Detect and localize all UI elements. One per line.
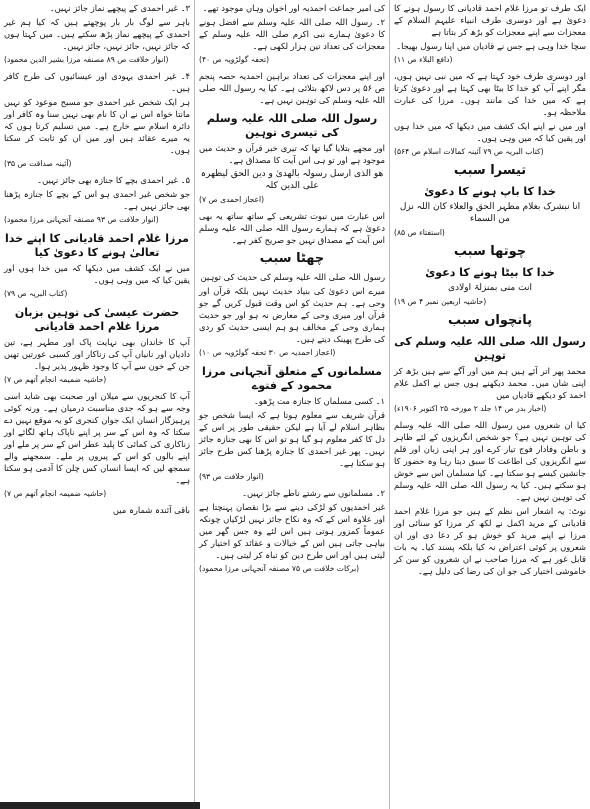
paragraph: ۵۔ غیر احمدی بچے کا جنازہ بھی جائز نہیں۔ (37, 175, 190, 185)
paragraph: ایک طرف تو مرزا غلام احمد قادیانی کا رسول ہونے کا دعویٰ ہے اور دوسری طرف انبیاء علیہم السلام کے معجزات سے اپنے معجزات کو بڑھ کر بتاتا ہے (394, 3, 586, 37)
quote: میں نے ایک کشف میں دیکھا کہ میں خدا ہوں اور یقین کیا کہ میں وہی ہوں۔ (4, 263, 190, 285)
column-left (0, 0, 194, 809)
quote: ہر ایک شخص غیر احمدی جو مسیح موعود کو نہیں مانتا خواہ اس نے ان کا نام بھی نہیں سنا وہ کافر اور دائرہ اسلام سے خارج ہے۔ میں تسلیم کرتا ہوں کہ یہ میرے عقائد ہیں اور میں ان کو ثابت کر سکتا ہوں۔ (4, 97, 190, 155)
citation: (استفتاء ص ۸۵) (394, 228, 445, 237)
citation: (آئینہ صداقت ص ۳۵) (4, 159, 72, 168)
quote: سچا خدا وہی ہے جس نے قادیان میں اپنا رسول بھیجا۔ (396, 41, 586, 51)
citation: (برکات خلافت ص ۷۵ مصنفہ آنجہانی مرزا محمود) (199, 564, 360, 573)
paragraph: ۳۔ غیر احمدی کے پیچھے نماز جائز نہیں۔ (49, 3, 190, 13)
section-subheading: رسول اللہ صلی اللہ علیہ وسلم کی توہین (394, 335, 586, 362)
quote: جو شخص غیر احمدی ہو اس کے بچے کا جنازہ پڑھنا بھی جائز نہیں ہے۔ (4, 189, 190, 211)
section-heading: مرزا غلام احمد قادیانی کا اپنے خدا تعالیٰ ہونے کا دعویٰ کیا (4, 232, 189, 259)
paragraph: کی امیر جماعت احمدیہ اور اخوان وہاں موجود تھے۔ (202, 3, 385, 13)
quote: باہر سے لوگ بار بار پوچھتے ہیں کہ کیا ہم غیر احمدی کے پیچھے نماز پڑھ سکتے ہیں۔ میں کہتا ہوں کہ جائز نہیں، جائز نہیں، جائز نہیں۔ (4, 17, 190, 51)
citation: (انوار خلافت ص ۹۳) (199, 472, 264, 481)
quote: آپ کا کنجریوں سے میلان اور صحبت بھی شاید اسی وجہ سے ہو کہ جدی مناسبت درمیان ہے۔ ورنہ کوئی پرہیزگار انسان ایک جوان کنجری کو یہ موقع نہیں دے سکتا کہ وہ اس کے سر پر اپنے ناپاک ہاتھ لگائے اور زناکاری کی کمائی کا پلید عطر اس کے سر پر ملے اور اپنے بالوں کو اس کے پیروں پر ملے۔ سمجھنے والے سمجھ لیں کہ ایسا انسان کس چلن کا آدمی ہو سکتا ہے۔ (4, 391, 190, 485)
citation: (اعجاز احمدیہ ص ۳۰ تحفہ گولڑویہ ص ۱۰) (199, 348, 336, 357)
note: نوٹ: یہ اشعار اس نظم کے ہیں جو مرزا غلام احمد قادیانی کے مرید اکمل نے لکھ کر مرزا کو سنائی اور مرزا نے اپنے مرید کو خوش ہو کر دعا دی اور ان شعروں پر کوئی اعتراض نہ کیا بلکہ پسند کیا۔ یہ بات قابل غور ہے کہ مرزا صاحب نے ان شعروں کو سن کر خاموشی اختیار کی جو ان کی رضا کی دلیل ہے۔ (394, 506, 586, 576)
section-heading: حضرت عیسیٰ کی توہین بزبان مرزا غلام احمد قادیانی (14, 306, 180, 333)
citation: (انوار خلافت ص ۹۳ مصنفہ آنجہانی مرزا محمود) (4, 215, 159, 224)
section-heading: پانچواں سبب (447, 313, 533, 328)
arabic-text: ھو الذی ارسل رسولہ بالھدیٰ و دین الحق لیظھرہ علی الدین کلہ (200, 169, 384, 191)
paragraph: اس عبارت میں نبوت تشریعی کے ساتھ ساتھ یہ بھی دعویٰ ہے کہ ہمارے رسول اللہ صلی اللہ علیہ وسلم اس آیت کے مصداق نہیں جو صریح کفر ہے۔ (199, 211, 385, 245)
section-heading: رسول اللہ صلی اللہ علیہ وسلم کی تیسری توہین (206, 112, 378, 139)
paragraph: کیا ان شعروں میں رسول اللہ صلی اللہ علیہ وسلم کی توہین نہیں ہے؟ جو شخص انگریزوں کے لئے ظاہر و باطن وفادار فوج تیار کرے اور ہر اپنی زبان اور قلم سے انگریزوں کی اطاعت کا سبق دیتا رہا وہ حضور کا جانشین کیسے ہو سکتا ہے۔ کیا مسلمان اس سے خوش ہو سکتے ہیں۔ کیا یہ رسول اللہ صلی اللہ علیہ وسلم کی توہین نہیں ہے۔ (394, 420, 586, 502)
paragraph: ۱۔ کسی مسلمان کا جنازہ مت پڑھو۔ (253, 396, 385, 406)
column-middle (194, 0, 390, 809)
citation: (دافع البلاء ص ۱۱) (394, 55, 453, 64)
citation: (حاشیہ اربعین نمبر ۴ ص ۱۹) (394, 297, 487, 306)
paragraph: اور مجھے بتلایا گیا تھا کہ تیری خبر قرآن و حدیث میں موجود ہے اور تو ہی اس آیت کا مصداق ہے۔ (199, 143, 385, 165)
footer-banner (0, 802, 200, 809)
paragraph: اور دوسری طرف خود کہتا ہے کہ میں نبی نہیں ہوں، مگر اپنے آپ کو خدا کا بیٹا بھی کہتا ہے اور دعویٰ کرتا ہے کہ میں خدا کی مانند ہوں۔ مرزا کی عبارت ملاحظہ ہو۔ (394, 71, 586, 117)
poem: محمد پھر اتر آئے ہیں ہم میں اور آگے سے ہیں بڑھ کر اپنی شان میں۔ محمد دیکھنے ہوں جس نے اکمل غلام احمد کو دیکھے قادیاں میں (394, 366, 586, 400)
citation: (حاشیہ ضمیمہ انجام آتھم ص ۷) (4, 489, 107, 498)
citation: (حاشیہ ضمیمہ انجام آتھم ص ۷) (4, 375, 107, 384)
citation: (اعجاز احمدی ص ۷) (199, 195, 265, 204)
citation: (انوار خلافت ص ۸۹ مصنفہ مرزا بشیر الدین محمود) (4, 55, 169, 64)
section-heading: چھٹا سبب (259, 251, 325, 266)
citation: (کتاب البریہ ص ۷۹ آئینہ کمالات اسلام ص ۵۶۴) (394, 147, 544, 156)
citation: (تحفہ گولڑویہ ص ۴۰) (199, 55, 270, 64)
citation: (اخبار بدر ص ۱۴ جلد ۲ مورخہ ۲۵ اکتوبر ۱۹۰۶ء) (394, 404, 547, 413)
column-right (390, 0, 590, 809)
arabic-text: انا نبشرک بغلام مظہر الحق والعلاء کان اللہ نزل من السماء (399, 202, 581, 224)
section-subheading: خدا کا بیٹا ہونے کا دعویٰ (425, 266, 555, 279)
paragraph: اور اپنے معجزات کی تعداد براہین احمدیہ حصہ پنجم ص ۵۶ پر دس لاکھ بتلائی ہے۔ کیا یہ رسول اللہ صلی اللہ علیہ وسلم کی توہین نہیں ہے۔ (199, 71, 386, 105)
continued-note: باقی آئندہ شمارہ میں (112, 505, 190, 515)
quote: آپ کا خاندان بھی نہایت پاک اور مطہر ہے، تین دادیاں اور نانیاں آپ کی زناکار اور کسبی عورتیں تھیں جن کے خون سے آپ کا وجود ظہور پذیر ہوا۔ (4, 337, 190, 371)
paragraph: رسول اللہ صلی اللہ علیہ وسلم کی حدیث کی توہین (200, 272, 385, 282)
section-subheading: خدا کا باپ ہونے کا دعویٰ (424, 185, 556, 198)
section-heading: مسلمانوں کے متعلق آنجہانی مرزا محمود کے فتوے (202, 365, 382, 392)
paragraph: ۲۔ مسلمانوں سے رشتے ناطے جائز نہیں۔ (242, 488, 385, 498)
quote: غیر احمدیوں کو لڑکی دینے سے بڑا نقصان پہنچتا ہے اور علاوہ اس کے کہ وہ نکاح جائز نہیں لڑکیاں چونکہ عموماً کمزور ہوتی ہیں اس لئے وہ جس گھر میں بیاہی جاتی ہیں اس کے خیالات و عقائد کو اختیار کر لیتی ہیں اور اس طرح دین کو تباہ کر لیتی ہیں۔ (199, 502, 385, 560)
quote: قرآن شریف سے معلوم ہوتا ہے کہ ایسا شخص جو بظاہر اسلام لے آیا ہے لیکن حقیقی طور پر اس کے دل کا کفر معلوم ہو گیا ہو تو اس کا بھی جنازہ جائز نہیں۔ پھر غیر احمدی کا جنازہ پڑھنا کس طرح جائز ہو سکتا ہے۔ (199, 410, 385, 468)
paragraph: ۲۔ رسول اللہ صلی اللہ علیہ وسلم سے افضل ہونے کا دعویٰ ہمارے نبی اکرم صلی اللہ علیہ وسلم کے معجزات کی تعداد تین ہزار لکھی ہے۔ (199, 17, 385, 51)
section-heading: چوتھا سبب (453, 244, 527, 259)
section-heading: تیسرا سبب (453, 163, 527, 178)
citation: (کتاب البریہ ص ۷۹) (4, 289, 68, 298)
arabic-text: انت منی بمنزلۃ اولادی (448, 283, 532, 293)
paragraph: ۴۔ غیر احمدی یہودی اور عیسائیوں کی طرح کافر ہیں۔ (4, 71, 190, 93)
quote: اور میں نے اپنے ایک کشف میں دیکھا کہ میں خدا ہوں اور یقین کیا کہ میں وہی ہوں۔ (394, 121, 586, 143)
quote: میرے اس دعویٰ کی بنیاد حدیث نہیں بلکہ قرآن اور وحی ہے۔ ہم حدیث کو اس وقت قبول کریں گے جو قرآن اور میری وحی کے معارض نہ ہو اور جو حدیث ہماری وحی کے مخالف ہو ہم ایسی حدیث کو ردی کی طرح پھینک دیتے ہیں۔ (199, 286, 385, 344)
